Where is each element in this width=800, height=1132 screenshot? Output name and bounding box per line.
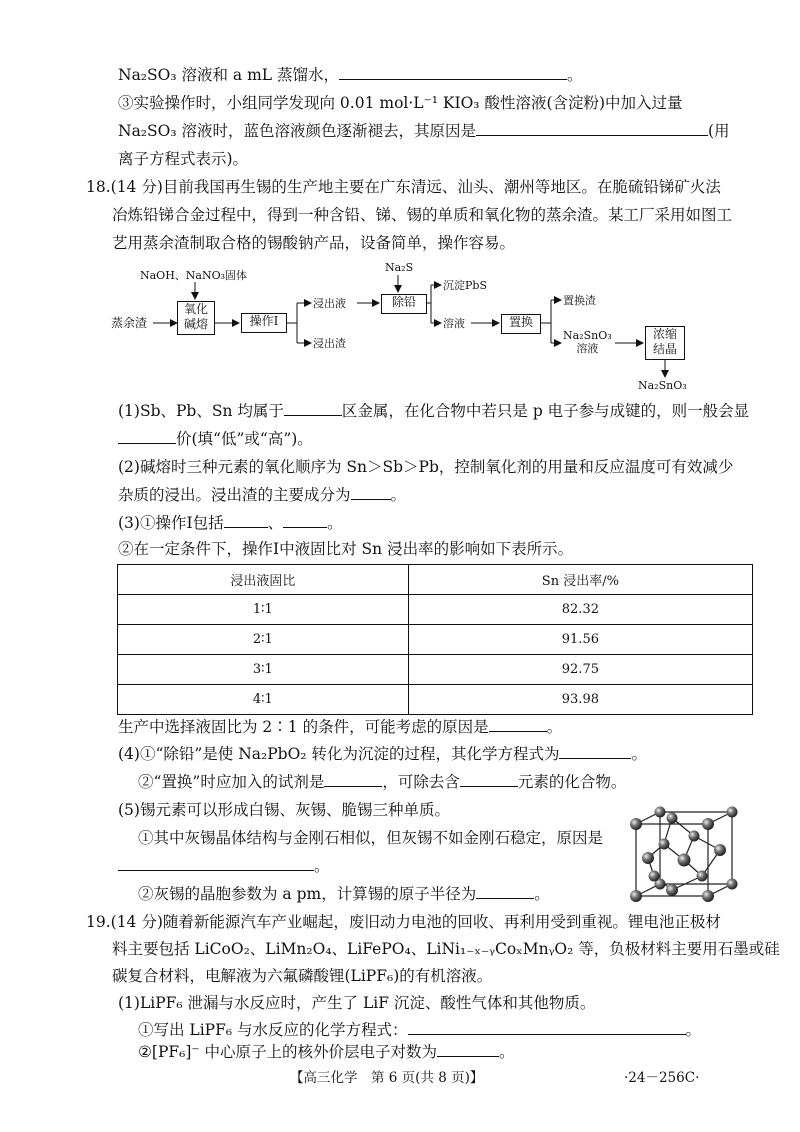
table-header: 浸出液固比 (118, 565, 409, 595)
q19-part1-line1: (1)LiPF₆ 泄漏与水反应时，产生了 LiF 沉淀、酸性气体和其他物质。 (118, 994, 596, 1012)
table-cell: 82.32 (408, 595, 752, 625)
text: 元素的化合物。 (517, 773, 627, 791)
text: ②“置换”时应加入的试剂是 (138, 773, 325, 791)
q18-intro-1: 18.(14 分)目前我国再生锡的生产地主要在广东清远、汕头、潮州等地区。在脆硫铅锑矿火法 (86, 178, 721, 196)
q18-part1-line2 (118, 428, 313, 450)
q18-part2-line1: (2)碱熔时三种元素的氧化顺序为 Sn＞Sb＞Pb，控制氧化剂的用量和反应温度可有效减少 (118, 458, 734, 476)
answer-blank[interactable] (559, 743, 631, 759)
input-residue: 蒸余渣 (111, 316, 148, 330)
text: ②[PF₆]⁻ 中心原子上的核外价层电子对数为 (138, 1043, 437, 1061)
text: (3)①操作Ⅰ包括 (118, 514, 224, 532)
q19-part1-line2 (138, 1019, 701, 1041)
leach-ratio-table (117, 564, 753, 715)
q19-intro-2: 料主要包括 LiCoO₂、LiMn₂O₄、LiFePO₄、LiNi₁₋ₓ₋ᵧCoₓMnᵧO₂ 等，负极材料主要用石墨或硅 (112, 940, 780, 958)
solution: 溶液 (443, 317, 465, 330)
box-operation-1: 操作Ⅰ (241, 313, 287, 333)
text: (用 (708, 122, 730, 140)
text: Na₂SO₃ 溶液和 a mL 蒸馏水， (118, 66, 339, 84)
text: ①写出 LiPF₆ 与水反应的化学方程式： (138, 1021, 408, 1039)
answer-blank[interactable] (118, 855, 314, 871)
q18-intro-2: 冶炼铅锑合金过程中，得到一种含铅、锑、锡的单质和氧化物的蒸余渣。某工厂采用如图工 (112, 206, 733, 224)
cont-line-2: ③实验操作时，小组同学发现向 0.01 mol·L⁻¹ KIO₃ 酸性溶液(含淀粉)中加入过量 (118, 94, 683, 112)
table-cell: 2∶1 (118, 625, 409, 655)
diamond-crystal-cell-image (628, 806, 740, 906)
answer-blank[interactable] (437, 1041, 499, 1057)
table-row (118, 685, 753, 715)
q19-intro-1: 19.(14 分)随着新能源汽车产业崛起，废旧动力电池的回收、再利用受到重视。锂电池正极材 (86, 913, 721, 931)
text: 。 (314, 857, 330, 875)
table-cell: 1∶1 (118, 595, 409, 625)
text: 、 (267, 514, 284, 532)
q18-part5-line4 (138, 883, 550, 905)
table-header: Sn 浸出率/% (408, 565, 752, 595)
table-row (118, 655, 753, 685)
product-na2sno3: Na₂SnO₃ (638, 379, 687, 392)
process-flow-diagram (105, 255, 705, 395)
text: 价(填“低”或“高”)。 (176, 430, 313, 448)
table-row (118, 595, 753, 625)
q18-part3-line3 (118, 716, 562, 738)
cont-line-4: 离子方程式表示)。 (118, 150, 249, 168)
answer-blank[interactable] (283, 512, 327, 528)
text: 区金属，在化合物中若只是 p 电子参与成键的，则一般会显 (341, 402, 750, 420)
answer-blank[interactable] (489, 716, 547, 732)
table-cell: 92.75 (408, 655, 752, 685)
q18-part4-line2 (138, 771, 626, 793)
leachate: 浸出液 (313, 297, 346, 310)
box-replacement: 置换 (501, 314, 541, 334)
reagent-na2s: Na₂S (385, 261, 414, 274)
q19-part1-line3 (138, 1041, 515, 1063)
text: 。 (546, 718, 563, 736)
text: (4)①“除铅”是使 Na₂PbO₂ 转化为沉淀的过程，其化学方程式为 (118, 745, 560, 763)
replacement-residue: 置换渣 (563, 294, 596, 307)
q18-part2-line2 (118, 484, 406, 506)
table-header-row (118, 565, 753, 595)
reagent-naoh-nano3: NaOH、NaNO₃固体 (140, 269, 248, 282)
answer-blank[interactable] (460, 771, 518, 787)
answer-blank[interactable] (118, 428, 176, 444)
q18-part1-line1 (118, 400, 749, 422)
text: 杂质的浸出。浸出渣的主要成分为 (118, 486, 351, 504)
answer-blank[interactable] (224, 512, 268, 528)
text: 。 (390, 486, 407, 504)
answer-blank[interactable] (408, 1019, 686, 1035)
text: 。 (567, 66, 583, 84)
answer-blank[interactable] (284, 400, 342, 416)
table-cell: 4∶1 (118, 685, 409, 715)
text: 。 (534, 885, 550, 903)
q18-part4-line1 (118, 743, 647, 765)
table-cell: 93.98 (408, 685, 752, 715)
q19-intro-3: 碳复合材料，电解液为六氟磷酸锂(LiPF₆)的有机溶液。 (112, 967, 493, 985)
cont-line-3 (118, 120, 730, 142)
text: 。 (631, 745, 647, 763)
q18-part5-line2: ①其中灰锡晶体结构与金刚石相似，但灰锡不如金刚石稳定，原因是 (138, 829, 604, 847)
text: ②灰锡的晶胞参数为 a pm，计算锡的原子半径为 (138, 885, 477, 903)
precipitate-pbs: 沉淀PbS (443, 279, 487, 292)
answer-blank[interactable] (339, 64, 567, 80)
text: ，可除去含 (382, 773, 460, 791)
text: 。 (327, 514, 343, 532)
box-oxidation-alkali-fusion: 氧化 碱熔 (177, 301, 215, 335)
box-remove-lead: 除铅 (381, 294, 427, 314)
box-concentrate-crystallize: 浓缩 结晶 (645, 326, 685, 360)
answer-blank[interactable] (324, 771, 382, 787)
page-footer-code: ·24－256C· (624, 1070, 700, 1086)
q18-part5-line1: (5)锡元素可以形成白锡、灰锡、脆锡三种单质。 (118, 801, 450, 819)
text: Na₂SO₃ 溶液时，蓝色溶液颜色逐渐褪去，其原因是 (118, 122, 476, 140)
text: 。 (499, 1043, 515, 1061)
text: (1)Sb、Pb、Sn 均属于 (118, 402, 284, 420)
cont-line-1 (118, 64, 583, 86)
text: 生产中选择液固比为 2∶1 的条件，可能考虑的原因是 (118, 718, 489, 736)
answer-blank[interactable] (476, 883, 534, 899)
q18-part5-line3 (118, 855, 330, 877)
answer-blank[interactable] (351, 484, 391, 500)
page-footer-title: 【高三化学 第 6 页(共 8 页)】 (290, 1070, 484, 1086)
leach-residue: 浸出渣 (313, 337, 346, 350)
q18-part3-line1 (118, 512, 343, 534)
table-cell: 3∶1 (118, 655, 409, 685)
q18-intro-3: 艺用蒸余渣制取合格的锡酸钠产品，设备简单，操作容易。 (112, 234, 516, 252)
na2sno3-solution: Na₂SnO₃ 溶液 (563, 329, 612, 355)
table-cell: 91.56 (408, 625, 752, 655)
text: 。 (685, 1021, 702, 1039)
q18-part3-line2: ②在一定条件下，操作Ⅰ中液固比对 Sn 浸出率的影响如下表所示。 (118, 540, 574, 558)
table-row (118, 625, 753, 655)
answer-blank[interactable] (476, 120, 708, 136)
